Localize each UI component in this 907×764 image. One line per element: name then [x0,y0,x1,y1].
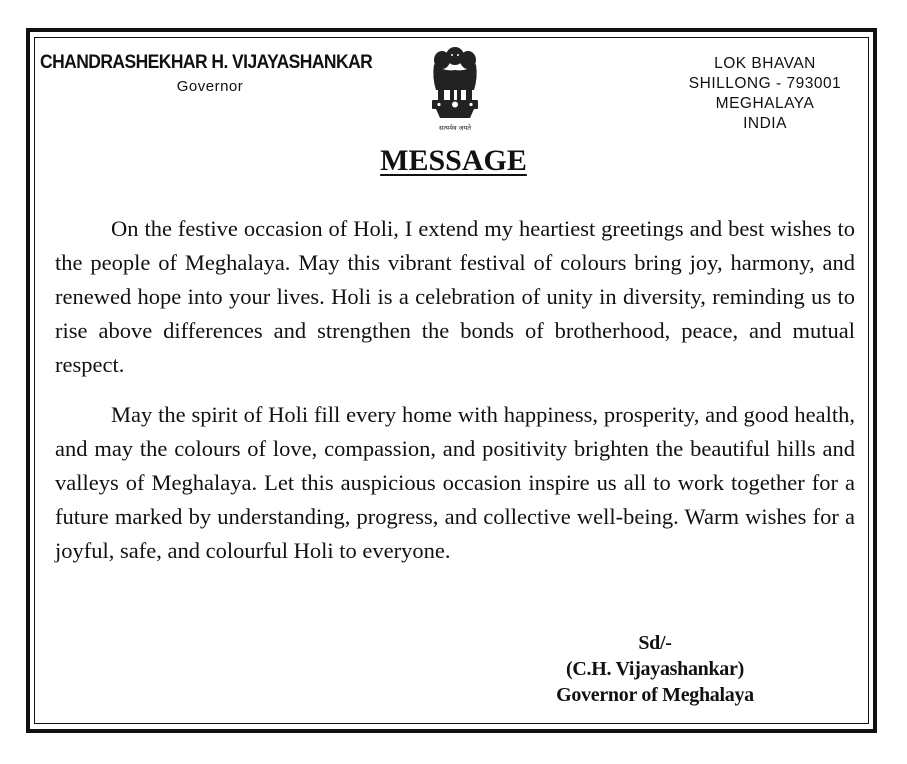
signature-block [500,630,810,708]
emblem-motto: सत्यमेव जयते [439,124,471,132]
message-body [55,212,855,584]
signature-name: (C.H. Vijayashankar) [566,658,744,680]
signature-sd: Sd/- [638,632,672,654]
address-line: SHILLONG - 793001 [688,75,842,92]
address-line: LOK BHAVAN [714,55,816,72]
message-heading: MESSAGE [380,144,527,177]
state-emblem-icon [424,44,486,136]
address-line: INDIA [743,115,787,132]
signature-designation: Governor of Meghalaya [556,684,754,706]
message-paragraph: May the spirit of Holi fill every home with happiness, prosperity, and good health, and may the colours of love, compassion, and positivity brighten the beautiful hills and valleys of Meghalaya. Let this auspicious occasion inspire us all to work together for a future marked by understanding, progress, and collective well-being. Warm wishes for a joyful, safe, and colourful Holi to everyone. [55,402,855,563]
message-paragraph: On the festive occasion of Holi, I extend my heartiest greetings and best wishes to the people of Meghalaya. May this vibrant festival of colours bring joy, harmony, and renewed hope into your lives. Holi is a celebration of unity in diversity, reminding us to rise above differences and strengthen the bonds of brotherhood, peace, and mutual respect. [55,216,855,377]
address-block [672,54,858,134]
letterhead-name-block [40,52,400,95]
address-line: MEGHALAYA [715,95,815,112]
governor-name: CHANDRASHEKHAR H. VIJAYASHANKAR [40,52,373,73]
governor-title: Governor [176,78,244,95]
